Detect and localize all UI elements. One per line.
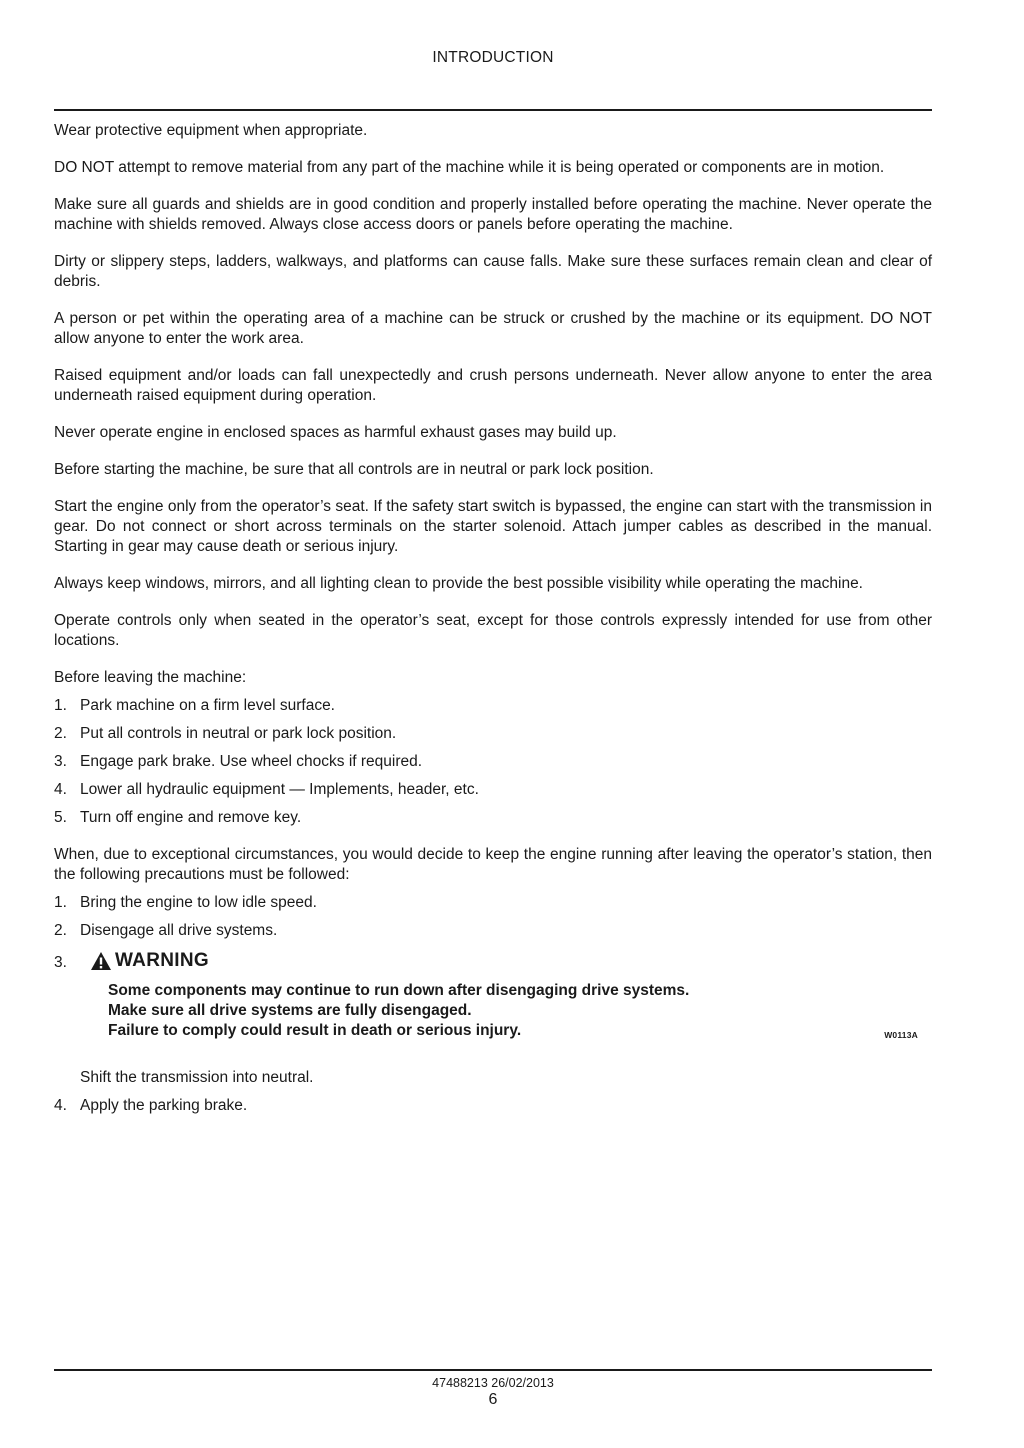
leaving-machine-intro: Before leaving the machine: <box>54 669 247 686</box>
paragraph: DO NOT attempt to remove material from any part of the machine while it is being operated or components are in motion. <box>54 159 885 176</box>
list-item-text: Put all controls in neutral or park lock position. <box>80 725 397 742</box>
list-item-text: Lower all hydraulic equipment — Implements, header, etc. <box>80 781 479 798</box>
list-item-text: Engage park brake. Use wheel chocks if required. <box>80 753 423 770</box>
page-number: 6 <box>488 1391 498 1408</box>
page-content <box>54 121 932 1124</box>
paragraph: Always keep windows, mirrors, and all lighting clean to provide the best possible visibility while operating the machine. <box>54 575 863 592</box>
warning-heading <box>90 949 932 973</box>
list-item <box>54 1096 932 1116</box>
list-item <box>54 752 932 772</box>
list-item <box>54 921 932 941</box>
list-item-number: 1. <box>54 894 67 911</box>
list-item-number: 4. <box>54 1097 67 1114</box>
list-item-number: 5. <box>54 809 67 826</box>
warning-line: Make sure all drive systems are fully disengaged. <box>108 1002 472 1019</box>
list-item-number: 4. <box>54 781 67 798</box>
list-item-number: 2. <box>54 725 67 742</box>
warning-code: W0113A <box>884 1030 918 1040</box>
list-item-text: Disengage all drive systems. <box>80 922 278 939</box>
paragraph: Start the engine only from the operator’s seat. If the safety start switch is bypassed, the engine can start with the transmission in gear. Do not connect or short across terminals on the starter solenoid. Attach jumper cables as described in the manual. Starting in gear may cause death or serious injury. <box>54 498 932 555</box>
list-item <box>54 696 932 716</box>
list-item-text: Bring the engine to low idle speed. <box>80 894 317 911</box>
engine-running-intro: When, due to exceptional circumstances, you would decide to keep the engine running after leaving the operator’s station, then the following precautions must be followed: <box>54 846 932 883</box>
footer-divider <box>54 1369 932 1371</box>
warning-line: Failure to comply could result in death or serious injury. <box>108 1022 522 1039</box>
list-item <box>54 893 932 913</box>
warning-heading-text: WARNING <box>115 950 209 971</box>
list-item-text: Park machine on a firm level surface. <box>80 697 335 714</box>
warning-triangle-icon <box>90 951 112 971</box>
paragraph: Operate controls only when seated in the operator’s seat, except for those controls expressly intended for use from other locations. <box>54 612 932 649</box>
list-item <box>54 724 932 744</box>
page-header-title: INTRODUCTION <box>432 49 554 66</box>
paragraph: Never operate engine in enclosed spaces as harmful exhaust gases may build up. <box>54 424 617 441</box>
header-divider <box>54 109 932 111</box>
warning-message <box>108 981 932 1041</box>
warning-step <box>54 949 932 1041</box>
paragraph: Raised equipment and/or loads can fall unexpectedly and crush persons underneath. Never allow anyone to enter the area underneath raised equipment during operation. <box>54 367 932 404</box>
paragraph: Make sure all guards and shields are in good condition and properly installed before operating the machine. Never operate the machine with shields removed. Always close access doors or panels before operating the machine. <box>54 196 932 233</box>
paragraph: Before starting the machine, be sure that all controls are in neutral or park lock position. <box>54 461 654 478</box>
warning-line: Some components may continue to run down after disengaging drive systems. <box>108 982 690 999</box>
list-item-number: 3. <box>54 954 67 971</box>
list-item-number: 3. <box>54 753 67 770</box>
document-reference: 47488213 26/02/2013 <box>432 1376 554 1390</box>
warning-followup-text: Shift the transmission into neutral. <box>80 1069 314 1086</box>
list-item <box>54 780 932 800</box>
list-item-text: Apply the parking brake. <box>80 1097 248 1114</box>
paragraph: Wear protective equipment when appropriate. <box>54 122 368 139</box>
paragraph: A person or pet within the operating area of a machine can be struck or crushed by the machine or its equipment. DO NOT allow anyone to enter the work area. <box>54 310 932 347</box>
list-item-text: Turn off engine and remove key. <box>80 809 302 826</box>
list-item <box>54 808 932 828</box>
warning-box <box>90 949 932 1041</box>
list-item-number: 1. <box>54 697 67 714</box>
list-item-number: 2. <box>54 922 67 939</box>
paragraph: Dirty or slippery steps, ladders, walkways, and platforms can cause falls. Make sure these surfaces remain clean and clear of debris. <box>54 253 932 290</box>
